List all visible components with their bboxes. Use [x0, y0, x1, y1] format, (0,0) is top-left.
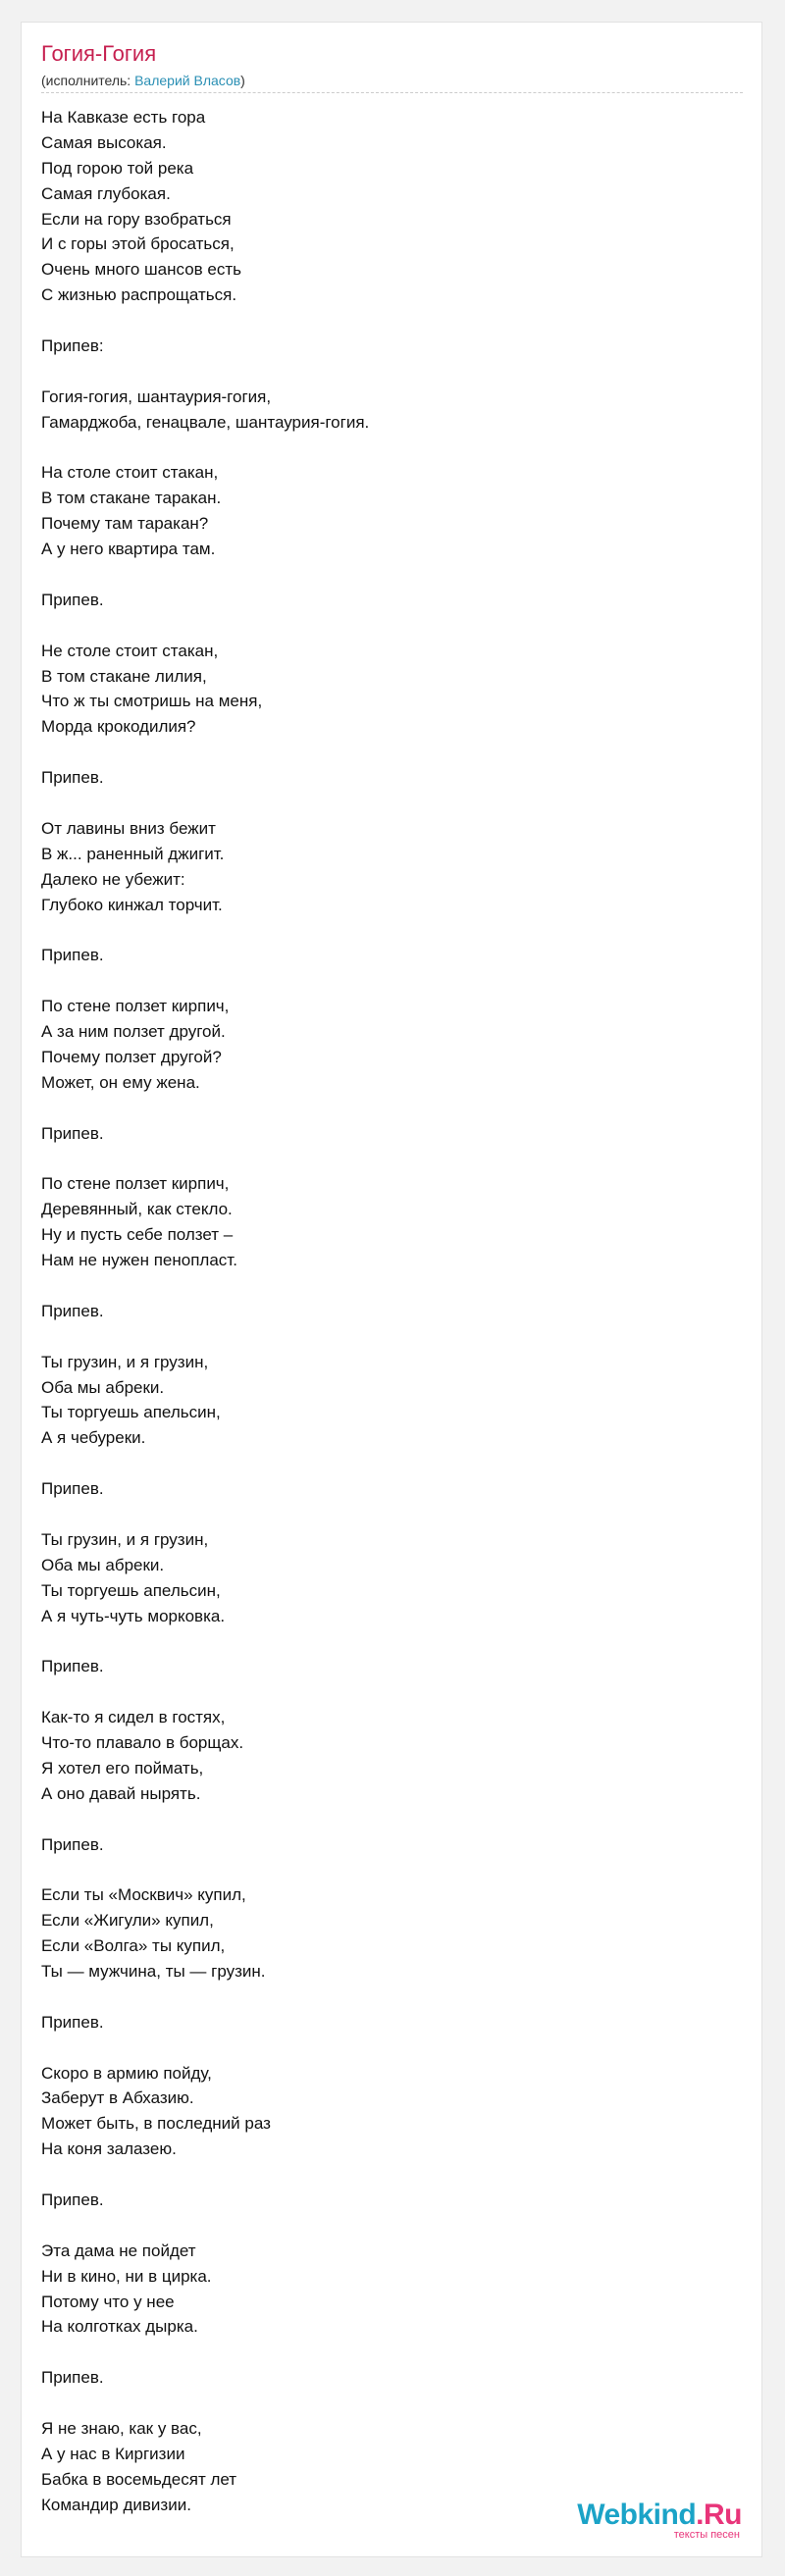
lyric-line: Если «Жигули» купил,	[41, 1911, 214, 1931]
lyric-line: Припев.	[41, 1301, 104, 1320]
lyric-line: Я хотел его поймать,	[41, 1758, 204, 1777]
lyric-line: Бабка в восемьдесят лет	[41, 2469, 237, 2489]
site-logo[interactable]	[577, 2499, 742, 2541]
lyric-line	[41, 1807, 728, 1832]
performer-line	[41, 72, 245, 89]
lyric-line: По стене ползет кирпич,	[41, 1174, 230, 1194]
lyric-line: Морда крокодилия?	[41, 717, 196, 737]
lyric-line: Если «Волга» ты купил,	[41, 1936, 226, 1956]
lyric-line: Оба мы абреки.	[41, 1377, 165, 1397]
lyric-line: Почему там таракан?	[41, 514, 209, 534]
lyric-line: Припев.	[41, 1479, 104, 1499]
lyric-line: Эта дама не пойдет	[41, 2241, 196, 2260]
lyric-line: Ни в кино, ни в цирка.	[41, 2266, 212, 2286]
lyric-line: На коня залазею.	[41, 2139, 177, 2159]
lyrics-text	[41, 105, 728, 2518]
lyric-line: Припев.	[41, 2012, 104, 2032]
lyric-line	[41, 2213, 728, 2239]
lyric-line: Ты грузин, и я грузин,	[41, 1352, 209, 1371]
lyric-line: Потому что у нее	[41, 2292, 175, 2311]
lyric-line: От лавины вниз бежит	[41, 818, 216, 838]
lyric-line: Глубоко кинжал торчит.	[41, 895, 223, 914]
lyric-line: А я чебуреки.	[41, 1428, 146, 1448]
lyric-line	[41, 791, 728, 816]
lyric-line: Припев.	[41, 1123, 104, 1143]
lyric-line	[41, 613, 728, 639]
lyrics-card	[21, 22, 762, 2557]
lyric-line: Припев.	[41, 1834, 104, 1854]
performer-prefix: (исполнитель:	[41, 73, 135, 88]
lyric-line: Если ты «Москвич» купил,	[41, 1885, 246, 1905]
lyric-line: Припев.	[41, 946, 104, 965]
performer-link[interactable]: Валерий Власов	[134, 73, 241, 88]
lyric-line: Ты торгуешь апельсин,	[41, 1403, 221, 1422]
logo-subtitle: тексты песен	[673, 2529, 740, 2541]
lyric-line: А у нас в Киргизии	[41, 2444, 185, 2463]
lyric-line	[41, 1096, 728, 1121]
lyric-line: Очень много шансов есть	[41, 260, 242, 280]
lyric-line: Гамарджоба, генацвале, шантаурия-гогия.	[41, 412, 370, 432]
lyric-line	[41, 2162, 728, 2188]
lyric-line: Припев.	[41, 2368, 104, 2388]
lyric-line	[41, 1628, 728, 1654]
lyric-line: Ты торгуешь апельсин,	[41, 1580, 221, 1600]
lyric-line: В том стакане таракан.	[41, 489, 222, 508]
lyric-line: Не столе стоит стакан,	[41, 641, 219, 660]
lyric-line	[41, 1502, 728, 1527]
lyric-line	[41, 1857, 728, 1882]
header-divider	[41, 92, 743, 93]
lyric-line	[41, 1324, 728, 1350]
lyric-line: И с горы этой бросаться,	[41, 234, 235, 254]
lyric-line: На Кавказе есть гора	[41, 108, 206, 127]
lyric-line	[41, 2340, 728, 2365]
lyric-line: Припев:	[41, 336, 104, 356]
lyric-line: Ну и пусть себе ползет –	[41, 1225, 234, 1245]
logo-wordmark	[577, 2499, 742, 2531]
lyric-line	[41, 1273, 728, 1299]
lyric-line: По стене ползет кирпич,	[41, 997, 230, 1016]
lyric-line: Почему ползет другой?	[41, 1047, 222, 1066]
lyric-line	[41, 1984, 728, 2010]
lyric-line: А я чуть-чуть морковка.	[41, 1606, 226, 1625]
lyric-line: Оба мы абреки.	[41, 1555, 165, 1574]
lyric-line: Припев.	[41, 1657, 104, 1676]
lyric-line: Я не знаю, как у вас,	[41, 2419, 202, 2439]
lyric-line	[41, 2035, 728, 2061]
lyric-line: Заберут в Абхазию.	[41, 2088, 194, 2108]
lyric-line	[41, 968, 728, 994]
lyric-line: Командир дивизии.	[41, 2495, 191, 2514]
logo-tld: .Ru	[696, 2499, 742, 2531]
performer-suffix: )	[240, 73, 245, 88]
lyric-line: На колготках дырка.	[41, 2317, 198, 2337]
lyric-line: Далеко не убежит:	[41, 869, 185, 889]
lyric-line: Может быть, в последний раз	[41, 2114, 271, 2134]
lyric-line	[41, 359, 728, 385]
lyric-line: На столе стоит стакан,	[41, 463, 219, 483]
lyric-line: Если на гору взобраться	[41, 209, 232, 229]
lyric-line: Под горою той река	[41, 158, 194, 178]
lyric-line: Скоро в армию пойду,	[41, 2063, 212, 2083]
lyric-line: Как-то я сидел в гостях,	[41, 1708, 226, 1727]
lyric-line: Самая высокая.	[41, 132, 167, 152]
lyric-line: Что ж ты смотришь на меня,	[41, 692, 263, 711]
lyric-line: В том стакане лилия,	[41, 666, 207, 686]
lyric-line: С жизнью распрощаться.	[41, 285, 237, 305]
lyric-line	[41, 436, 728, 461]
lyric-line	[41, 562, 728, 588]
lyric-line: Гогия-гогия, шантаурия-гогия,	[41, 386, 272, 406]
lyric-line	[41, 1451, 728, 1476]
lyric-line: Что-то плавало в борщах.	[41, 1733, 244, 1752]
lyric-line: Припев.	[41, 590, 104, 609]
lyric-line: Может, он ему жена.	[41, 1072, 200, 1092]
lyric-line: А оно давай нырять.	[41, 1783, 201, 1803]
lyric-line	[41, 740, 728, 765]
lyric-line	[41, 1147, 728, 1172]
lyric-line: Самая глубокая.	[41, 183, 171, 203]
lyric-line: А у него квартира там.	[41, 540, 216, 559]
lyric-line: Припев.	[41, 768, 104, 788]
lyric-line	[41, 1679, 728, 1705]
lyric-line: Нам не нужен пенопласт.	[41, 1251, 237, 1270]
lyric-line: Ты — мужчина, ты — грузин.	[41, 1962, 266, 1982]
lyric-line	[41, 308, 728, 334]
song-title: Гогия-Гогия	[41, 41, 157, 66]
lyric-line	[41, 918, 728, 944]
lyric-line: А за ним ползет другой.	[41, 1022, 226, 1042]
lyric-line: В ж... раненный джигит.	[41, 844, 225, 863]
lyric-line: Припев.	[41, 2190, 104, 2210]
lyric-line	[41, 2391, 728, 2416]
logo-main-text: Webkind	[577, 2499, 697, 2531]
lyric-line: Ты грузин, и я грузин,	[41, 1529, 209, 1549]
lyric-line: Деревянный, как стекло.	[41, 1200, 233, 1219]
